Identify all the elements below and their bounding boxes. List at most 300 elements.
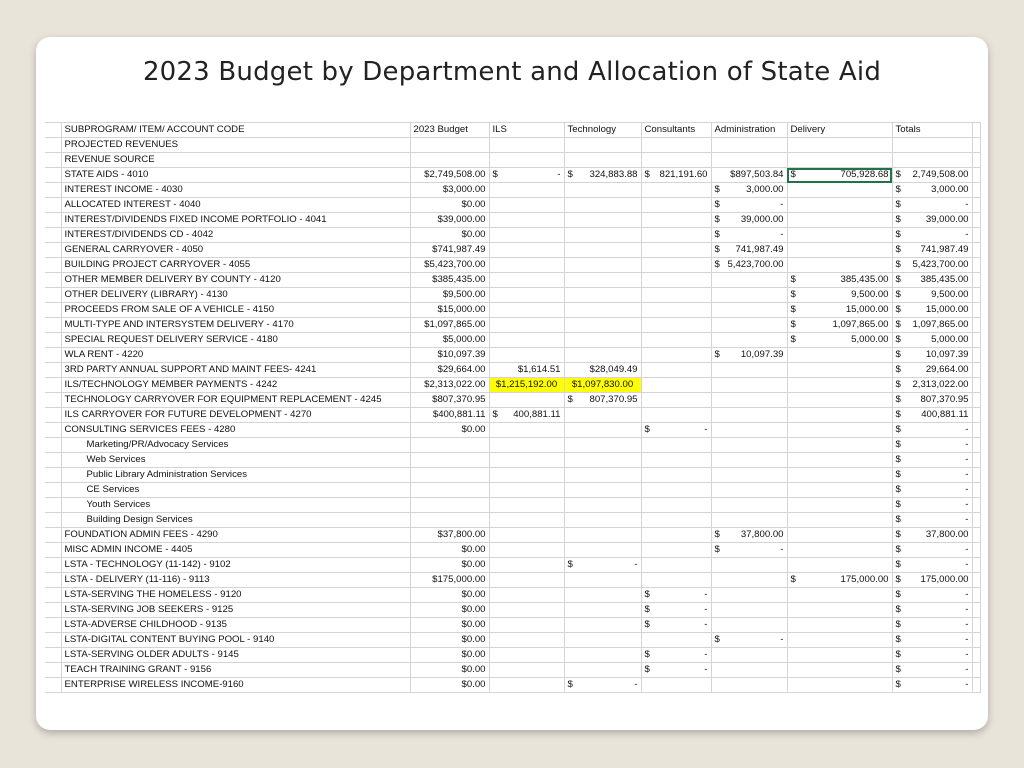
table-cell[interactable] <box>787 678 892 693</box>
table-cell[interactable] <box>489 318 564 333</box>
table-cell[interactable] <box>564 393 641 408</box>
table-cell[interactable] <box>489 333 564 348</box>
table-cell[interactable] <box>641 588 711 603</box>
table-cell[interactable] <box>711 633 787 648</box>
table-cell[interactable] <box>892 513 972 528</box>
table-cell[interactable] <box>641 573 711 588</box>
table-cell[interactable] <box>892 663 972 678</box>
table-cell[interactable] <box>489 153 564 168</box>
table-cell[interactable]: $0.00 <box>410 648 489 663</box>
table-cell[interactable]: $175,000.00 <box>410 573 489 588</box>
table-cell[interactable]: $1,097,865.00 <box>410 318 489 333</box>
table-cell[interactable] <box>564 483 641 498</box>
table-cell[interactable] <box>892 168 972 183</box>
row-label[interactable]: FOUNDATION ADMIN FEES - 4290 <box>61 528 410 543</box>
table-cell[interactable] <box>641 558 711 573</box>
table-cell[interactable] <box>641 618 711 633</box>
table-cell[interactable] <box>787 588 892 603</box>
table-cell[interactable] <box>564 498 641 513</box>
table-cell[interactable] <box>787 333 892 348</box>
table-cell[interactable] <box>410 453 489 468</box>
table-cell[interactable] <box>711 258 787 273</box>
table-cell[interactable] <box>787 168 892 183</box>
table-cell[interactable] <box>410 468 489 483</box>
table-cell[interactable] <box>711 528 787 543</box>
table-cell[interactable] <box>892 393 972 408</box>
table-cell[interactable] <box>892 303 972 318</box>
table-cell[interactable] <box>641 153 711 168</box>
table-cell[interactable] <box>787 318 892 333</box>
table-cell[interactable] <box>641 423 711 438</box>
table-cell[interactable] <box>641 228 711 243</box>
table-cell[interactable] <box>489 603 564 618</box>
table-cell[interactable] <box>787 453 892 468</box>
table-cell[interactable] <box>711 393 787 408</box>
table-cell[interactable] <box>892 243 972 258</box>
table-cell[interactable] <box>489 513 564 528</box>
row-label[interactable]: SPECIAL REQUEST DELIVERY SERVICE - 4180 <box>61 333 410 348</box>
table-cell[interactable]: $0.00 <box>410 603 489 618</box>
table-cell[interactable] <box>641 243 711 258</box>
table-cell[interactable] <box>641 333 711 348</box>
table-cell[interactable] <box>711 648 787 663</box>
table-cell[interactable] <box>711 288 787 303</box>
table-cell[interactable] <box>641 513 711 528</box>
row-label[interactable]: CE Services <box>61 483 410 498</box>
table-cell[interactable] <box>641 408 711 423</box>
table-cell[interactable] <box>489 228 564 243</box>
table-cell[interactable] <box>787 543 892 558</box>
table-cell[interactable]: $0.00 <box>410 423 489 438</box>
table-cell[interactable] <box>892 648 972 663</box>
column-header[interactable]: 2023 Budget <box>410 123 489 138</box>
table-cell[interactable] <box>641 678 711 693</box>
table-cell[interactable] <box>410 153 489 168</box>
table-cell[interactable] <box>564 528 641 543</box>
table-cell[interactable] <box>892 618 972 633</box>
table-cell[interactable]: $897,503.84 <box>711 168 787 183</box>
table-cell[interactable]: $28,049.49 <box>564 363 641 378</box>
row-label[interactable]: BUILDING PROJECT CARRYOVER - 4055 <box>61 258 410 273</box>
table-cell[interactable] <box>711 558 787 573</box>
row-label[interactable]: CONSULTING SERVICES FEES - 4280 <box>61 423 410 438</box>
table-cell[interactable] <box>641 468 711 483</box>
table-cell[interactable] <box>711 228 787 243</box>
table-cell[interactable] <box>641 258 711 273</box>
table-cell[interactable] <box>489 273 564 288</box>
row-label[interactable]: OTHER MEMBER DELIVERY BY COUNTY - 4120 <box>61 273 410 288</box>
table-cell[interactable] <box>711 603 787 618</box>
table-cell[interactable] <box>489 558 564 573</box>
row-label[interactable]: LSTA-DIGITAL CONTENT BUYING POOL - 9140 <box>61 633 410 648</box>
row-label[interactable]: MISC ADMIN INCOME - 4405 <box>61 543 410 558</box>
table-cell[interactable]: $9,500.00 <box>410 288 489 303</box>
row-label[interactable]: TECHNOLOGY CARRYOVER FOR EQUIPMENT REPLACEMENT - 4245 <box>61 393 410 408</box>
table-cell[interactable] <box>564 318 641 333</box>
table-cell[interactable] <box>787 408 892 423</box>
table-cell[interactable] <box>892 213 972 228</box>
table-cell[interactable] <box>787 363 892 378</box>
table-cell[interactable] <box>564 633 641 648</box>
table-cell[interactable] <box>787 348 892 363</box>
table-cell[interactable] <box>892 153 972 168</box>
table-cell[interactable] <box>564 573 641 588</box>
column-header[interactable]: Technology <box>564 123 641 138</box>
row-label[interactable]: LSTA-ADVERSE CHILDHOOD - 9135 <box>61 618 410 633</box>
table-cell[interactable] <box>564 663 641 678</box>
table-cell[interactable] <box>564 603 641 618</box>
table-cell[interactable]: $5,000.00 <box>410 333 489 348</box>
table-cell[interactable] <box>489 168 564 183</box>
table-cell[interactable] <box>711 378 787 393</box>
table-cell[interactable]: $807,370.95 <box>410 393 489 408</box>
row-label[interactable]: 3RD PARTY ANNUAL SUPPORT AND MAINT FEES- 4241 <box>61 363 410 378</box>
table-cell[interactable]: $0.00 <box>410 228 489 243</box>
table-cell[interactable] <box>641 138 711 153</box>
table-cell[interactable] <box>489 423 564 438</box>
table-cell[interactable] <box>564 408 641 423</box>
table-cell[interactable] <box>892 678 972 693</box>
table-cell[interactable] <box>489 198 564 213</box>
table-cell[interactable] <box>489 633 564 648</box>
row-label[interactable]: Youth Services <box>61 498 410 513</box>
table-cell[interactable] <box>711 423 787 438</box>
table-cell[interactable] <box>892 453 972 468</box>
row-label[interactable]: LSTA-SERVING THE HOMELESS - 9120 <box>61 588 410 603</box>
table-cell[interactable] <box>892 603 972 618</box>
table-cell[interactable] <box>641 183 711 198</box>
table-cell[interactable] <box>787 498 892 513</box>
table-cell[interactable] <box>892 588 972 603</box>
table-cell[interactable] <box>410 138 489 153</box>
table-cell[interactable] <box>489 438 564 453</box>
table-cell[interactable] <box>711 438 787 453</box>
column-header[interactable]: SUBPROGRAM/ ITEM/ ACCOUNT CODE <box>61 123 410 138</box>
table-cell[interactable] <box>892 138 972 153</box>
row-label[interactable]: LSTA-SERVING OLDER ADULTS - 9145 <box>61 648 410 663</box>
table-cell[interactable] <box>892 378 972 393</box>
row-label[interactable]: ALLOCATED INTEREST - 4040 <box>61 198 410 213</box>
table-cell[interactable] <box>892 558 972 573</box>
table-cell[interactable] <box>892 408 972 423</box>
row-label[interactable]: REVENUE SOURCE <box>61 153 410 168</box>
table-cell[interactable] <box>564 153 641 168</box>
table-cell[interactable] <box>489 648 564 663</box>
table-cell[interactable] <box>787 153 892 168</box>
row-label[interactable]: LSTA-SERVING JOB SEEKERS - 9125 <box>61 603 410 618</box>
row-label[interactable]: INTEREST/DIVIDENDS FIXED INCOME PORTFOLIO - 4041 <box>61 213 410 228</box>
table-cell[interactable] <box>787 183 892 198</box>
row-label[interactable]: PROCEEDS FROM SALE OF A VEHICLE - 4150 <box>61 303 410 318</box>
table-cell[interactable] <box>641 438 711 453</box>
table-cell[interactable] <box>564 648 641 663</box>
table-cell[interactable] <box>892 498 972 513</box>
table-cell[interactable] <box>711 543 787 558</box>
table-cell[interactable] <box>787 213 892 228</box>
table-cell[interactable] <box>489 138 564 153</box>
table-cell[interactable] <box>711 663 787 678</box>
table-cell[interactable]: $0.00 <box>410 633 489 648</box>
table-cell[interactable] <box>892 468 972 483</box>
table-cell[interactable] <box>892 273 972 288</box>
table-cell[interactable] <box>711 333 787 348</box>
table-cell[interactable] <box>711 453 787 468</box>
table-cell[interactable] <box>711 348 787 363</box>
table-cell[interactable]: $0.00 <box>410 198 489 213</box>
table-cell[interactable] <box>641 198 711 213</box>
table-cell[interactable] <box>410 438 489 453</box>
table-cell[interactable] <box>564 468 641 483</box>
table-cell[interactable] <box>564 243 641 258</box>
table-cell[interactable] <box>489 453 564 468</box>
table-cell[interactable] <box>641 363 711 378</box>
row-label[interactable]: ENTERPRISE WIRELESS INCOME-9160 <box>61 678 410 693</box>
table-cell[interactable]: $1,614.51 <box>489 363 564 378</box>
table-cell[interactable] <box>564 273 641 288</box>
table-cell[interactable] <box>711 573 787 588</box>
table-cell[interactable] <box>711 303 787 318</box>
table-cell[interactable] <box>641 378 711 393</box>
table-cell[interactable] <box>489 618 564 633</box>
row-label[interactable]: WLA RENT - 4220 <box>61 348 410 363</box>
table-cell[interactable] <box>787 603 892 618</box>
table-cell[interactable]: $0.00 <box>410 678 489 693</box>
column-header[interactable]: ILS <box>489 123 564 138</box>
table-cell[interactable] <box>892 228 972 243</box>
table-cell[interactable]: $29,664.00 <box>410 363 489 378</box>
table-cell[interactable] <box>489 678 564 693</box>
table-cell[interactable] <box>711 138 787 153</box>
table-cell[interactable] <box>489 183 564 198</box>
row-label[interactable]: STATE AIDS - 4010 <box>61 168 410 183</box>
table-cell[interactable] <box>787 513 892 528</box>
table-cell[interactable] <box>489 348 564 363</box>
table-cell[interactable] <box>641 498 711 513</box>
row-label[interactable]: Public Library Administration Services <box>61 468 410 483</box>
column-header[interactable]: Consultants <box>641 123 711 138</box>
table-cell[interactable] <box>641 348 711 363</box>
table-cell[interactable] <box>564 138 641 153</box>
table-cell[interactable] <box>892 348 972 363</box>
table-cell[interactable] <box>641 603 711 618</box>
table-cell[interactable] <box>489 588 564 603</box>
table-cell[interactable] <box>787 438 892 453</box>
table-cell[interactable] <box>787 243 892 258</box>
table-cell[interactable] <box>787 558 892 573</box>
table-cell[interactable] <box>892 438 972 453</box>
row-label[interactable]: ILS CARRYOVER FOR FUTURE DEVELOPMENT - 4270 <box>61 408 410 423</box>
table-cell[interactable] <box>489 243 564 258</box>
table-cell[interactable] <box>787 288 892 303</box>
table-cell[interactable] <box>711 618 787 633</box>
table-cell[interactable] <box>892 258 972 273</box>
table-cell[interactable]: $385,435.00 <box>410 273 489 288</box>
table-cell[interactable] <box>892 633 972 648</box>
table-cell[interactable] <box>787 303 892 318</box>
table-cell[interactable]: $2,749,508.00 <box>410 168 489 183</box>
table-cell[interactable] <box>892 543 972 558</box>
table-cell[interactable]: $1,097,830.00 <box>564 378 641 393</box>
table-cell[interactable]: $400,881.11 <box>410 408 489 423</box>
table-cell[interactable] <box>641 543 711 558</box>
column-header[interactable]: Administration <box>711 123 787 138</box>
table-cell[interactable] <box>711 198 787 213</box>
table-cell[interactable] <box>787 618 892 633</box>
row-label[interactable]: INTEREST INCOME - 4030 <box>61 183 410 198</box>
table-cell[interactable] <box>711 363 787 378</box>
table-cell[interactable] <box>711 318 787 333</box>
table-cell[interactable] <box>489 288 564 303</box>
table-cell[interactable] <box>711 498 787 513</box>
table-cell[interactable] <box>892 363 972 378</box>
table-cell[interactable] <box>787 393 892 408</box>
table-cell[interactable] <box>641 633 711 648</box>
table-cell[interactable] <box>787 468 892 483</box>
table-cell[interactable] <box>892 483 972 498</box>
table-cell[interactable] <box>564 558 641 573</box>
table-cell[interactable] <box>711 588 787 603</box>
table-cell[interactable]: $0.00 <box>410 663 489 678</box>
table-cell[interactable] <box>787 648 892 663</box>
table-cell[interactable] <box>787 198 892 213</box>
table-cell[interactable] <box>711 183 787 198</box>
table-cell[interactable] <box>410 498 489 513</box>
table-cell[interactable] <box>564 438 641 453</box>
table-cell[interactable] <box>892 318 972 333</box>
table-cell[interactable] <box>787 273 892 288</box>
table-cell[interactable]: $0.00 <box>410 558 489 573</box>
table-cell[interactable] <box>711 273 787 288</box>
table-cell[interactable] <box>711 513 787 528</box>
table-cell[interactable] <box>787 483 892 498</box>
table-cell[interactable]: $10,097.39 <box>410 348 489 363</box>
table-cell[interactable] <box>711 678 787 693</box>
row-label[interactable]: ILS/TECHNOLOGY MEMBER PAYMENTS - 4242 <box>61 378 410 393</box>
row-label[interactable]: Building Design Services <box>61 513 410 528</box>
table-cell[interactable] <box>489 258 564 273</box>
table-cell[interactable]: $39,000.00 <box>410 213 489 228</box>
table-cell[interactable] <box>787 138 892 153</box>
table-cell[interactable]: $3,000.00 <box>410 183 489 198</box>
table-cell[interactable] <box>711 408 787 423</box>
table-cell[interactable] <box>410 483 489 498</box>
row-label[interactable]: TEACH TRAINING GRANT - 9156 <box>61 663 410 678</box>
table-cell[interactable] <box>489 543 564 558</box>
table-cell[interactable] <box>892 183 972 198</box>
table-cell[interactable] <box>564 423 641 438</box>
table-cell[interactable] <box>641 663 711 678</box>
table-cell[interactable]: $0.00 <box>410 618 489 633</box>
table-cell[interactable] <box>564 333 641 348</box>
table-cell[interactable] <box>564 543 641 558</box>
table-cell[interactable]: $1,215,192.00 <box>489 378 564 393</box>
table-cell[interactable] <box>641 528 711 543</box>
table-cell[interactable]: $0.00 <box>410 543 489 558</box>
row-label[interactable]: GENERAL CARRYOVER - 4050 <box>61 243 410 258</box>
table-cell[interactable] <box>787 378 892 393</box>
table-cell[interactable] <box>892 198 972 213</box>
column-header[interactable]: Delivery <box>787 123 892 138</box>
table-cell[interactable] <box>641 318 711 333</box>
table-cell[interactable] <box>787 633 892 648</box>
table-cell[interactable] <box>787 423 892 438</box>
table-cell[interactable] <box>564 288 641 303</box>
table-cell[interactable] <box>564 198 641 213</box>
table-cell[interactable]: $0.00 <box>410 588 489 603</box>
table-cell[interactable]: $37,800.00 <box>410 528 489 543</box>
table-cell[interactable] <box>641 648 711 663</box>
table-cell[interactable] <box>711 153 787 168</box>
table-cell[interactable]: $741,987.49 <box>410 243 489 258</box>
table-cell[interactable]: $2,313,022.00 <box>410 378 489 393</box>
column-header[interactable]: Totals <box>892 123 972 138</box>
table-cell[interactable] <box>564 453 641 468</box>
table-cell[interactable] <box>564 588 641 603</box>
table-cell[interactable] <box>564 513 641 528</box>
table-cell[interactable] <box>711 468 787 483</box>
table-cell[interactable] <box>564 168 641 183</box>
row-label[interactable]: Web Services <box>61 453 410 468</box>
table-cell[interactable] <box>489 663 564 678</box>
table-cell[interactable] <box>489 393 564 408</box>
table-cell[interactable] <box>489 408 564 423</box>
table-cell[interactable] <box>892 288 972 303</box>
row-label[interactable]: Marketing/PR/Advocacy Services <box>61 438 410 453</box>
table-cell[interactable] <box>711 243 787 258</box>
table-cell[interactable] <box>711 483 787 498</box>
table-cell[interactable] <box>787 663 892 678</box>
table-cell[interactable]: $15,000.00 <box>410 303 489 318</box>
table-cell[interactable] <box>641 273 711 288</box>
table-cell[interactable] <box>489 573 564 588</box>
table-cell[interactable] <box>787 573 892 588</box>
table-cell[interactable] <box>564 618 641 633</box>
row-label[interactable]: LSTA - DELIVERY (11-116) - 9113 <box>61 573 410 588</box>
table-cell[interactable]: $5,423,700.00 <box>410 258 489 273</box>
table-cell[interactable] <box>410 513 489 528</box>
table-cell[interactable] <box>564 258 641 273</box>
table-cell[interactable] <box>564 303 641 318</box>
table-cell[interactable] <box>564 228 641 243</box>
row-label[interactable]: OTHER DELIVERY (LIBRARY) - 4130 <box>61 288 410 303</box>
table-cell[interactable] <box>787 528 892 543</box>
table-cell[interactable] <box>489 498 564 513</box>
table-cell[interactable] <box>641 483 711 498</box>
row-label[interactable]: PROJECTED REVENUES <box>61 138 410 153</box>
table-cell[interactable] <box>564 183 641 198</box>
table-cell[interactable] <box>564 678 641 693</box>
table-cell[interactable] <box>489 468 564 483</box>
table-cell[interactable] <box>489 303 564 318</box>
table-cell[interactable] <box>711 213 787 228</box>
table-cell[interactable] <box>489 213 564 228</box>
table-cell[interactable] <box>489 528 564 543</box>
table-cell[interactable] <box>564 213 641 228</box>
table-cell[interactable] <box>489 483 564 498</box>
table-cell[interactable] <box>564 348 641 363</box>
table-cell[interactable] <box>892 423 972 438</box>
row-label[interactable]: LSTA - TECHNOLOGY (11-142) - 9102 <box>61 558 410 573</box>
table-cell[interactable] <box>641 168 711 183</box>
table-cell[interactable] <box>641 213 711 228</box>
table-cell[interactable] <box>787 228 892 243</box>
table-cell[interactable] <box>641 288 711 303</box>
table-cell[interactable] <box>892 333 972 348</box>
table-cell[interactable] <box>641 393 711 408</box>
table-cell[interactable] <box>892 573 972 588</box>
table-cell[interactable] <box>641 303 711 318</box>
table-cell[interactable] <box>787 258 892 273</box>
